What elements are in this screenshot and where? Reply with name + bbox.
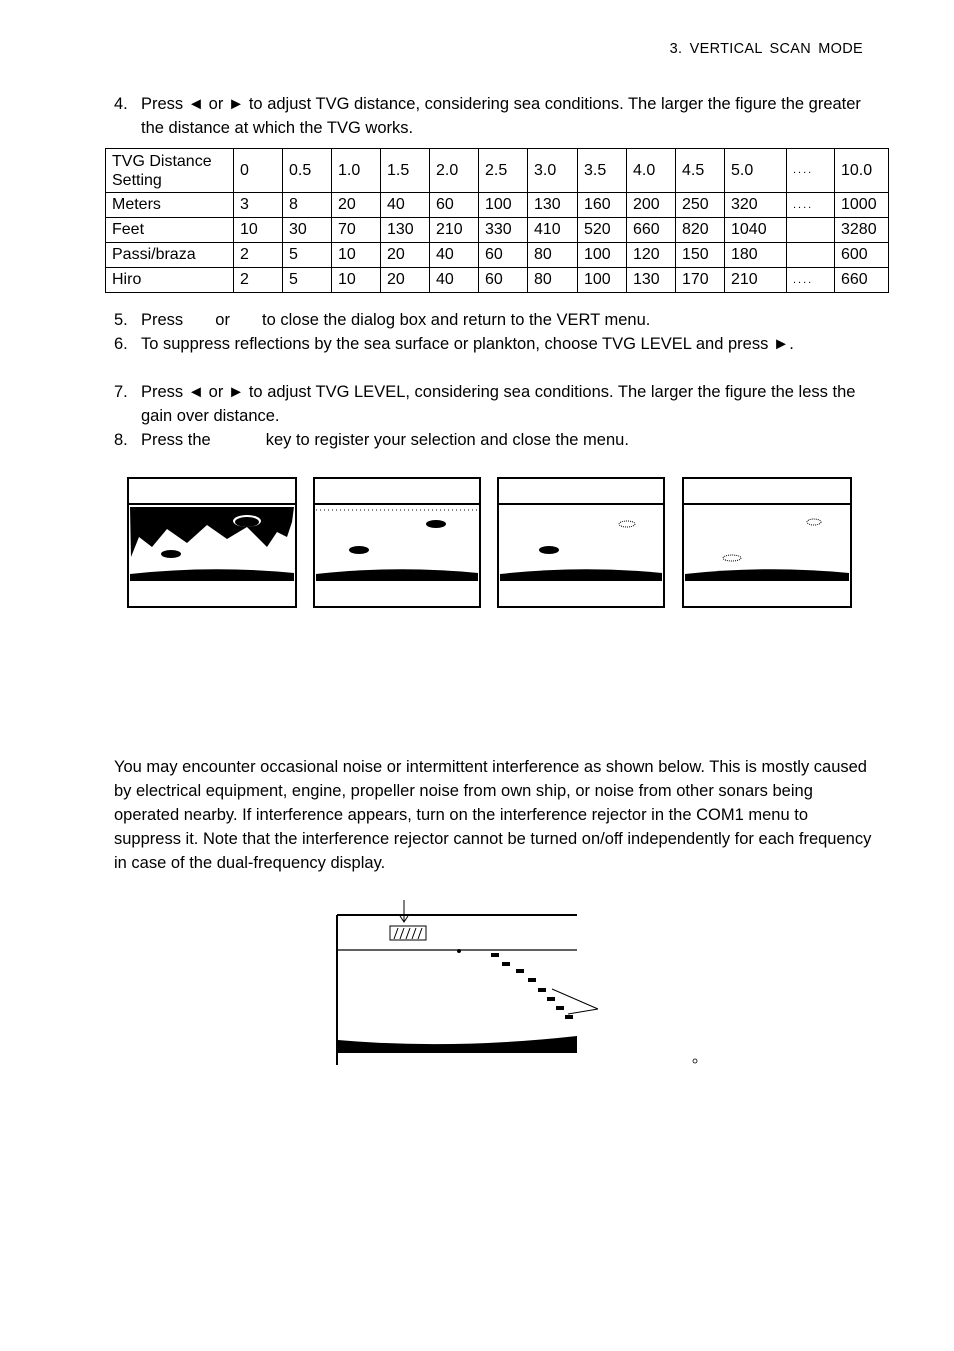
interference-paragraph: You may encounter occasional noise or intermittent interference as shown below. This is mostly caused by electrical equipment, engine, propeller noise from own ship, or noise from other sonars being operated nearby. If interference appears, turn on the interference rejector in the COM1 menu to suppress it. Note that the interference rejector cannot be turned on/off independently for each frequency in case of the dual-frequency display. bbox=[114, 758, 872, 872]
table-cell: 0.5 bbox=[283, 149, 332, 193]
table-cell: 0 bbox=[234, 149, 283, 193]
table-cell: 3280 bbox=[835, 218, 889, 243]
table-cell: 4.0 bbox=[627, 149, 676, 193]
table-cell: 2.0 bbox=[430, 149, 479, 193]
table-header-row bbox=[106, 149, 889, 193]
echogram-tvg-max bbox=[682, 477, 853, 609]
row-label: Passi/braza bbox=[106, 243, 234, 268]
table-cell: 100 bbox=[578, 243, 627, 268]
table-cell: 5 bbox=[283, 268, 332, 293]
table-cell: 160 bbox=[578, 193, 627, 218]
step-number: 7. bbox=[114, 383, 128, 401]
row-label: Meters bbox=[106, 193, 234, 218]
table-row bbox=[106, 243, 889, 268]
table-cell: 210 bbox=[725, 268, 787, 293]
table-cell: 70 bbox=[332, 218, 381, 243]
step-5 bbox=[114, 308, 874, 332]
table-cell: 40 bbox=[430, 268, 479, 293]
step-text: Press ◄ or ► to adjust TVG distance, considering sea conditions. The larger the figure the greater the distance at which the TVG works. bbox=[141, 95, 861, 137]
table-cell: 200 bbox=[627, 193, 676, 218]
table-cell: .... bbox=[787, 193, 835, 218]
table-cell: 5.0 bbox=[725, 149, 787, 193]
echogram-tvg-high bbox=[497, 477, 666, 609]
table-cell: 8 bbox=[283, 193, 332, 218]
table-cell: .... bbox=[787, 149, 835, 193]
step-text: Press ◄ or ► to adjust TVG LEVEL, considering sea conditions. The larger the figure the less the gain over distance. bbox=[141, 383, 856, 425]
table-cell bbox=[787, 218, 835, 243]
table-cell: 3.0 bbox=[528, 149, 578, 193]
table-cell: 820 bbox=[676, 218, 725, 243]
table-cell: 600 bbox=[835, 243, 889, 268]
table-cell: 130 bbox=[528, 193, 578, 218]
step-number: 4. bbox=[114, 95, 128, 113]
table-cell: 10.0 bbox=[835, 149, 889, 193]
step-text: Press the key to register your selection and close the menu. bbox=[141, 431, 629, 449]
table-cell: 20 bbox=[381, 243, 430, 268]
section-header: 3. VERTICAL SCAN MODE bbox=[669, 41, 863, 57]
table-cell: 10 bbox=[332, 243, 381, 268]
echogram-tvg-low bbox=[127, 477, 298, 609]
table-cell: 10 bbox=[332, 268, 381, 293]
table-cell: 60 bbox=[479, 268, 528, 293]
table-cell: 150 bbox=[676, 243, 725, 268]
table-cell: 60 bbox=[430, 193, 479, 218]
table-cell: 5 bbox=[283, 243, 332, 268]
table-row bbox=[106, 268, 889, 293]
table-cell: .... bbox=[787, 268, 835, 293]
step-7 bbox=[114, 380, 874, 428]
table-cell: 1000 bbox=[835, 193, 889, 218]
tvg-distance-table bbox=[105, 148, 889, 293]
step-text: To suppress reflections by the sea surface or plankton, choose TVG LEVEL and press ►. bbox=[141, 335, 794, 353]
table-cell: 3.5 bbox=[578, 149, 627, 193]
step-6 bbox=[114, 332, 874, 356]
table-cell: 20 bbox=[332, 193, 381, 218]
table-cell: 100 bbox=[578, 268, 627, 293]
table-cell: 660 bbox=[835, 268, 889, 293]
step-text: Press or to close the dialog box and return to the VERT menu. bbox=[141, 311, 651, 329]
table-cell: 30 bbox=[283, 218, 332, 243]
table-cell: 410 bbox=[528, 218, 578, 243]
table-cell: 60 bbox=[479, 243, 528, 268]
step-number: 8. bbox=[114, 431, 128, 449]
table-cell bbox=[787, 243, 835, 268]
step-8 bbox=[114, 428, 874, 452]
table-cell: 3 bbox=[234, 193, 283, 218]
table-cell: 1040 bbox=[725, 218, 787, 243]
table-cell: 40 bbox=[381, 193, 430, 218]
echogram-tvg-medium bbox=[313, 477, 482, 609]
table-cell: 4.5 bbox=[676, 149, 725, 193]
table-cell: 1.0 bbox=[332, 149, 381, 193]
table-cell: 210 bbox=[430, 218, 479, 243]
table-cell: 330 bbox=[479, 218, 528, 243]
interference-figure bbox=[330, 900, 710, 1070]
table-cell: 80 bbox=[528, 243, 578, 268]
table-cell: 2 bbox=[234, 243, 283, 268]
table-cell: 2 bbox=[234, 268, 283, 293]
table-cell: 130 bbox=[627, 268, 676, 293]
row-label: Feet bbox=[106, 218, 234, 243]
interference-marks bbox=[491, 953, 573, 1019]
table-row bbox=[106, 193, 889, 218]
table-cell: 520 bbox=[578, 218, 627, 243]
row-label: Hiro bbox=[106, 268, 234, 293]
table-cell: 1.5 bbox=[381, 149, 430, 193]
row-label: TVG Distance Setting bbox=[106, 149, 234, 193]
table-cell: 170 bbox=[676, 268, 725, 293]
step-number: 6. bbox=[114, 335, 128, 353]
table-cell: 660 bbox=[627, 218, 676, 243]
table-row bbox=[106, 218, 889, 243]
step-4 bbox=[114, 92, 874, 140]
table-cell: 2.5 bbox=[479, 149, 528, 193]
table-cell: 20 bbox=[381, 268, 430, 293]
table-cell: 320 bbox=[725, 193, 787, 218]
table-cell: 130 bbox=[381, 218, 430, 243]
step-number: 5. bbox=[114, 311, 128, 329]
table-cell: 10 bbox=[234, 218, 283, 243]
table-cell: 180 bbox=[725, 243, 787, 268]
table-cell: 40 bbox=[430, 243, 479, 268]
table-cell: 100 bbox=[479, 193, 528, 218]
table-cell: 120 bbox=[627, 243, 676, 268]
table-cell: 80 bbox=[528, 268, 578, 293]
table-cell: 250 bbox=[676, 193, 725, 218]
